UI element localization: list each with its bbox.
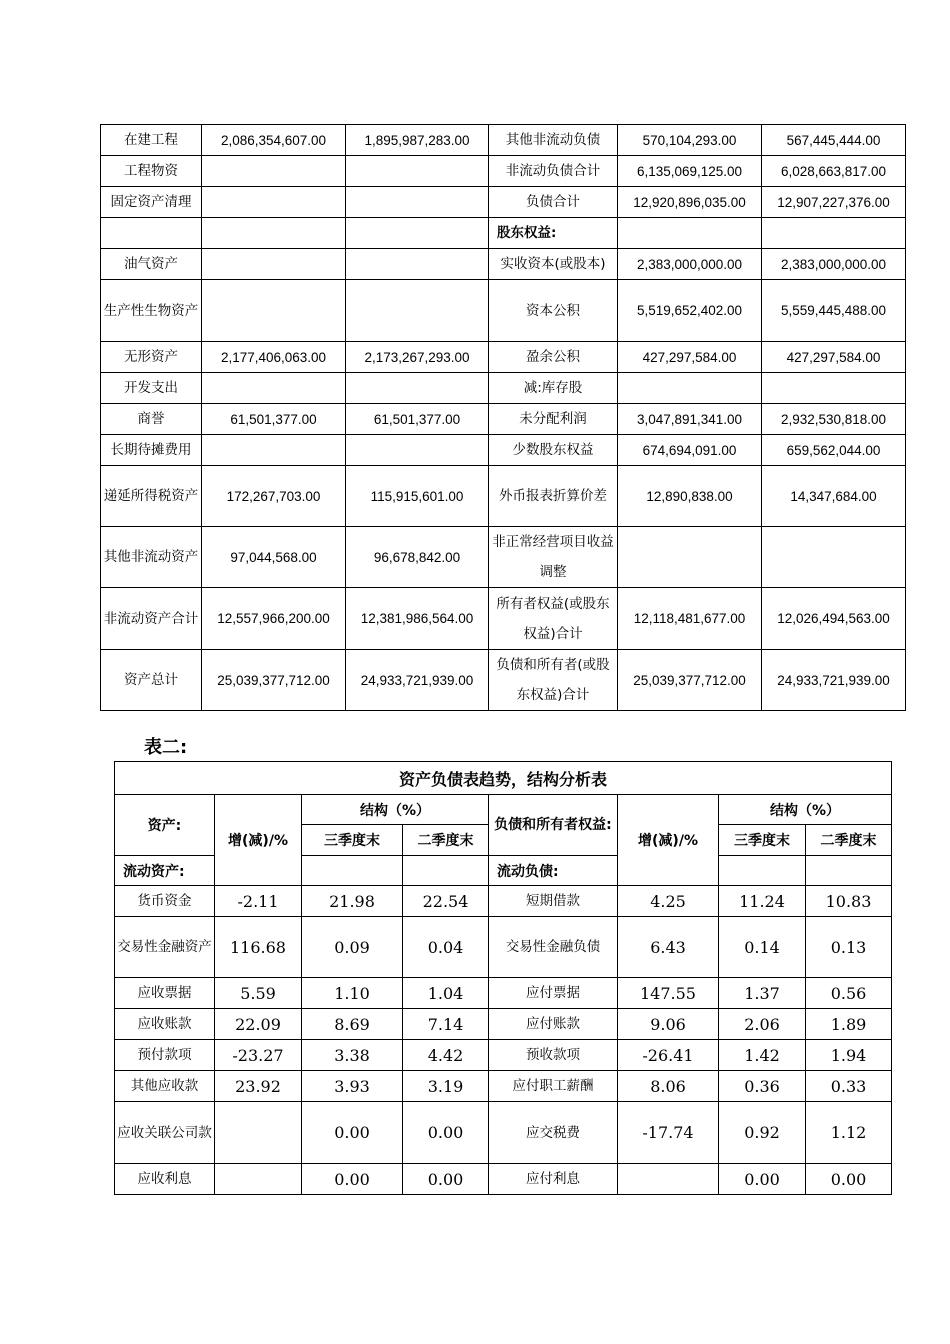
empty-cell [719, 856, 806, 886]
value-cell: 2,177,406,063.00 [202, 342, 346, 373]
value-cell: 25,039,377,712.00 [618, 650, 762, 711]
value-cell: 0.13 [806, 917, 892, 978]
label-cell: 应付票据 [489, 978, 618, 1009]
label-cell: 油气资产 [101, 249, 202, 280]
header-q3-assets: 三季度末 [302, 825, 403, 856]
table-row [115, 1071, 892, 1102]
value-cell: 11.24 [719, 886, 806, 917]
value-cell [346, 249, 489, 280]
trend-structure-body [115, 886, 892, 1195]
value-cell: 5,559,445,488.00 [762, 280, 906, 342]
value-cell [346, 435, 489, 466]
label-cell: 应付职工薪酬 [489, 1071, 618, 1102]
value-cell: 3,047,891,341.00 [618, 404, 762, 435]
label-cell: 商誉 [101, 404, 202, 435]
label-cell: 资产总计 [101, 650, 202, 711]
value-cell: 0.36 [719, 1071, 806, 1102]
label-cell: 非流动资产合计 [101, 588, 202, 650]
value-cell: 8.06 [618, 1071, 719, 1102]
value-cell: 24,933,721,939.00 [762, 650, 906, 711]
value-cell [346, 373, 489, 404]
label-cell: 短期借款 [489, 886, 618, 917]
header-assets: 资产: [115, 795, 215, 856]
value-cell: 427,297,584.00 [618, 342, 762, 373]
label-cell: 交易性金融资产 [115, 917, 215, 978]
value-cell: 570,104,293.00 [618, 125, 762, 156]
label-cell: 货币资金 [115, 886, 215, 917]
table-row [101, 404, 906, 435]
subheader-current-assets: 流动资产: [115, 856, 215, 886]
header-liabilities: 负债和所有者权益: [489, 795, 618, 856]
label-cell: 所有者权益(或股东权益)合计 [489, 588, 618, 650]
value-cell [618, 218, 762, 249]
table-row [115, 886, 892, 917]
table-row [101, 466, 906, 527]
table-row [115, 1102, 892, 1164]
table-row [101, 435, 906, 466]
table-row [115, 1164, 892, 1195]
value-cell: 6.43 [618, 917, 719, 978]
value-cell: 12,890,838.00 [618, 466, 762, 527]
subheader-current-liab: 流动负债: [489, 856, 618, 886]
value-cell: 0.04 [403, 917, 489, 978]
label-cell: 应付账款 [489, 1009, 618, 1040]
value-cell: 21.98 [302, 886, 403, 917]
value-cell [618, 1164, 719, 1195]
table-row [101, 218, 906, 249]
header-structure-assets: 结构（%） [302, 795, 489, 825]
header-q2-liab: 二季度末 [806, 825, 892, 856]
label-cell: 递延所得税资产 [101, 466, 202, 527]
label-cell: 实收资本(或股本) [489, 249, 618, 280]
label-cell: 应收利息 [115, 1164, 215, 1195]
value-cell: 25,039,377,712.00 [202, 650, 346, 711]
table-row [101, 187, 906, 218]
value-cell [346, 280, 489, 342]
table-row [101, 588, 906, 650]
value-cell: 3.19 [403, 1071, 489, 1102]
value-cell: 2,383,000,000.00 [762, 249, 906, 280]
value-cell: 7.14 [403, 1009, 489, 1040]
value-cell: 1.12 [806, 1102, 892, 1164]
empty-cell [403, 856, 489, 886]
value-cell: 4.25 [618, 886, 719, 917]
value-cell: 12,907,227,376.00 [762, 187, 906, 218]
label-cell: 少数股东权益 [489, 435, 618, 466]
table-row [101, 280, 906, 342]
value-cell: 0.00 [302, 1102, 403, 1164]
label-cell: 负债合计 [489, 187, 618, 218]
value-cell: 8.69 [302, 1009, 403, 1040]
header-q2-assets: 二季度末 [403, 825, 489, 856]
label-cell: 开发支出 [101, 373, 202, 404]
label-cell: 外币报表折算价差 [489, 466, 618, 527]
label-cell: 其他非流动资产 [101, 527, 202, 588]
label-cell: 其他非流动负债 [489, 125, 618, 156]
label-cell: 应收关联公司款 [115, 1102, 215, 1164]
label-cell: 非流动负债合计 [489, 156, 618, 187]
value-cell [762, 373, 906, 404]
value-cell [346, 218, 489, 249]
value-cell: 2,383,000,000.00 [618, 249, 762, 280]
value-cell: 1.42 [719, 1040, 806, 1071]
value-cell [618, 373, 762, 404]
empty-cell [806, 856, 892, 886]
table-title: 资产负债表趋势，结构分析表 [115, 762, 892, 795]
value-cell: 22.54 [403, 886, 489, 917]
label-cell: 未分配利润 [489, 404, 618, 435]
value-cell: 115,915,601.00 [346, 466, 489, 527]
value-cell: 6,028,663,817.00 [762, 156, 906, 187]
value-cell: 0.33 [806, 1071, 892, 1102]
value-cell: 5,519,652,402.00 [618, 280, 762, 342]
value-cell: 147.55 [618, 978, 719, 1009]
empty-cell [302, 856, 403, 886]
label-cell: 应交税费 [489, 1102, 618, 1164]
value-cell [202, 435, 346, 466]
balance-sheet-table [100, 124, 906, 711]
label-cell: 长期待摊费用 [101, 435, 202, 466]
value-cell: 3.93 [302, 1071, 403, 1102]
value-cell [215, 1164, 302, 1195]
value-cell [618, 527, 762, 588]
header-structure-liab: 结构（%） [719, 795, 892, 825]
label-cell: 资本公积 [489, 280, 618, 342]
label-cell: 在建工程 [101, 125, 202, 156]
label-cell: 固定资产清理 [101, 187, 202, 218]
value-cell: 659,562,044.00 [762, 435, 906, 466]
value-cell: 0.09 [302, 917, 403, 978]
label-cell: 无形资产 [101, 342, 202, 373]
value-cell: 14,347,684.00 [762, 466, 906, 527]
value-cell [202, 249, 346, 280]
value-cell: 0.14 [719, 917, 806, 978]
value-cell: 0.92 [719, 1102, 806, 1164]
value-cell [202, 156, 346, 187]
value-cell: 0.00 [302, 1164, 403, 1195]
table-row [115, 917, 892, 978]
value-cell: -2.11 [215, 886, 302, 917]
value-cell: 0.00 [719, 1164, 806, 1195]
value-cell: 12,920,896,035.00 [618, 187, 762, 218]
value-cell [762, 527, 906, 588]
value-cell: 24,933,721,939.00 [346, 650, 489, 711]
value-cell: 1.94 [806, 1040, 892, 1071]
value-cell: 5.59 [215, 978, 302, 1009]
table-row [101, 342, 906, 373]
value-cell [202, 280, 346, 342]
value-cell: -23.27 [215, 1040, 302, 1071]
value-cell: 1.10 [302, 978, 403, 1009]
header-change-assets: 增(减)/% [215, 795, 302, 886]
value-cell: -17.74 [618, 1102, 719, 1164]
value-cell: 0.56 [806, 978, 892, 1009]
value-cell: 61,501,377.00 [202, 404, 346, 435]
value-cell: 4.42 [403, 1040, 489, 1071]
label-cell: 应收账款 [115, 1009, 215, 1040]
table-row [101, 249, 906, 280]
value-cell: 1.89 [806, 1009, 892, 1040]
value-cell: 0.00 [403, 1102, 489, 1164]
table-caption: 表二: [144, 737, 188, 758]
label-cell: 应付利息 [489, 1164, 618, 1195]
label-cell: 预付款项 [115, 1040, 215, 1071]
table-row [101, 373, 906, 404]
label-cell: 工程物资 [101, 156, 202, 187]
label-cell: 其他应收款 [115, 1071, 215, 1102]
value-cell: 3.38 [302, 1040, 403, 1071]
value-cell: 97,044,568.00 [202, 527, 346, 588]
balance-sheet-body [101, 125, 906, 711]
table-row [101, 156, 906, 187]
value-cell: 10.83 [806, 886, 892, 917]
value-cell: 674,694,091.00 [618, 435, 762, 466]
label-cell: 盈余公积 [489, 342, 618, 373]
value-cell [762, 218, 906, 249]
value-cell: 2,173,267,293.00 [346, 342, 489, 373]
value-cell: 12,026,494,563.00 [762, 588, 906, 650]
value-cell [346, 156, 489, 187]
label-cell: 交易性金融负债 [489, 917, 618, 978]
value-cell: 2.06 [719, 1009, 806, 1040]
value-cell [215, 1102, 302, 1164]
value-cell: 1.04 [403, 978, 489, 1009]
table-row [101, 650, 906, 711]
value-cell: 116.68 [215, 917, 302, 978]
table-row [115, 978, 892, 1009]
value-cell: 96,678,842.00 [346, 527, 489, 588]
value-cell: 61,501,377.00 [346, 404, 489, 435]
value-cell [202, 373, 346, 404]
table-row [101, 527, 906, 588]
header-change-liab: 增(减)/% [618, 795, 719, 886]
value-cell: 23.92 [215, 1071, 302, 1102]
label-cell: 生产性生物资产 [101, 280, 202, 342]
value-cell: 12,557,966,200.00 [202, 588, 346, 650]
value-cell: 1.37 [719, 978, 806, 1009]
label-cell: 股东权益: [489, 218, 618, 249]
value-cell: 1,895,987,283.00 [346, 125, 489, 156]
value-cell: 172,267,703.00 [202, 466, 346, 527]
table-row [101, 125, 906, 156]
value-cell [346, 187, 489, 218]
value-cell: 0.00 [403, 1164, 489, 1195]
label-cell: 非正常经营项目收益调整 [489, 527, 618, 588]
label-cell [101, 218, 202, 249]
table-row [115, 1009, 892, 1040]
value-cell: 9.06 [618, 1009, 719, 1040]
value-cell: 567,445,444.00 [762, 125, 906, 156]
value-cell [202, 187, 346, 218]
value-cell: -26.41 [618, 1040, 719, 1071]
table-row [115, 1040, 892, 1071]
value-cell: 427,297,584.00 [762, 342, 906, 373]
value-cell: 6,135,069,125.00 [618, 156, 762, 187]
value-cell: 2,086,354,607.00 [202, 125, 346, 156]
header-q3-liab: 三季度末 [719, 825, 806, 856]
label-cell: 减:库存股 [489, 373, 618, 404]
value-cell: 2,932,530,818.00 [762, 404, 906, 435]
value-cell: 12,118,481,677.00 [618, 588, 762, 650]
value-cell: 0.00 [806, 1164, 892, 1195]
value-cell [202, 218, 346, 249]
label-cell: 负债和所有者(或股东权益)合计 [489, 650, 618, 711]
value-cell: 12,381,986,564.00 [346, 588, 489, 650]
label-cell: 预收款项 [489, 1040, 618, 1071]
value-cell: 22.09 [215, 1009, 302, 1040]
label-cell: 应收票据 [115, 978, 215, 1009]
trend-structure-table [114, 761, 892, 1195]
